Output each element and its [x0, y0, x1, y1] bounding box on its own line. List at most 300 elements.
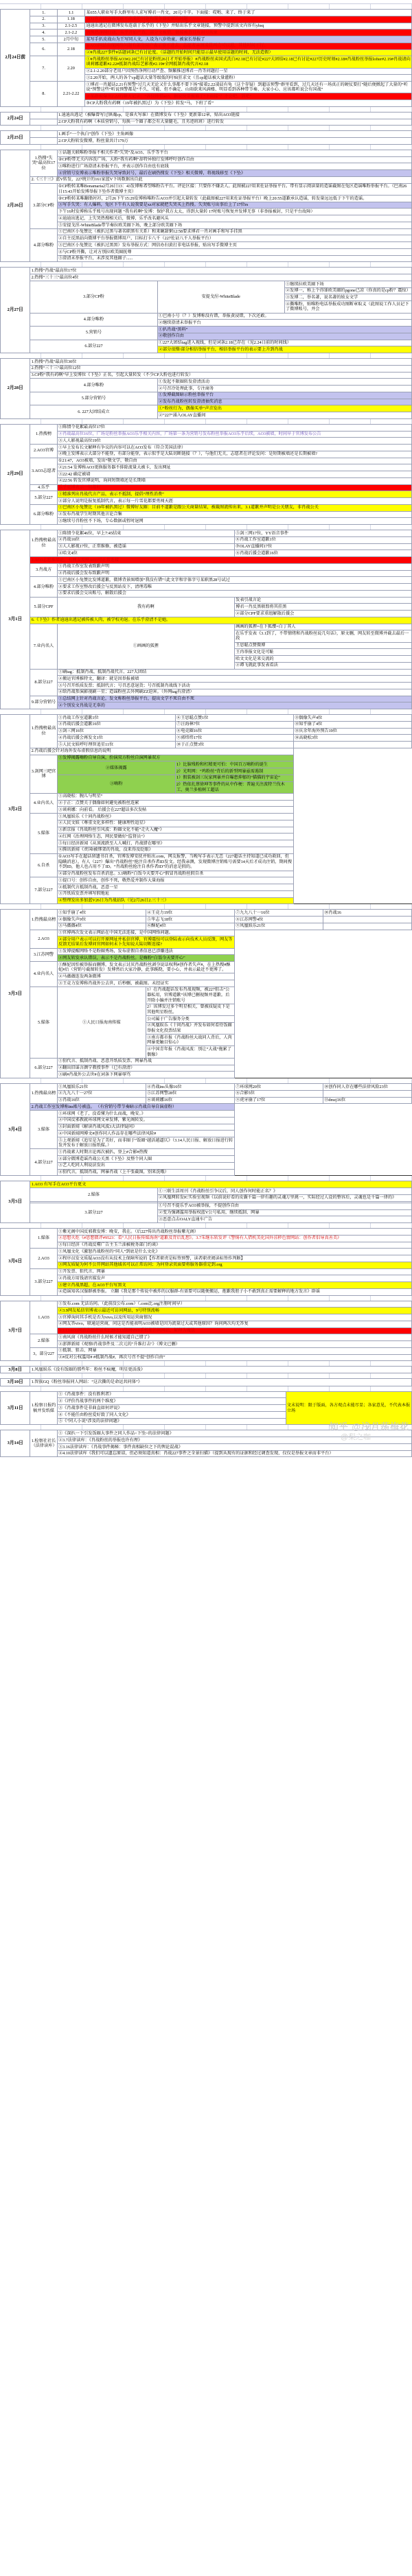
item-text: ②部分很懵/部分相信举报平台，相信举报平台的表示要上升到肖战: [157, 346, 411, 353]
rank-cell: ⑦环球网20位: [234, 1084, 323, 1091]
table-row: [1, 1255, 412, 1262]
table-row: [1, 1275, 412, 1282]
item-text: ④22:56 转发官博说明，询问短期墙还是长期墙: [57, 477, 411, 484]
table-row: [1, 1268, 412, 1275]
date-label: 3月4日: [1, 1084, 30, 1176]
date-label: 3月14日: [1, 1430, 30, 1457]
sheet-gap-row: [0, 709, 412, 714]
table-row: [1, 359, 412, 366]
table-row: [1, 689, 412, 696]
item-text: ①早上发布长文解释有争议的内容可以在AO3发布（符合美国法律）: [57, 445, 411, 451]
item-text: ②部分微博造谣肖战公关黑《下坠》及整个同人圈: [57, 1156, 234, 1163]
row-sublabel: 2.18: [57, 43, 84, 56]
table-row: [1, 1282, 412, 1289]
item-text: ①227大团结tag进入视线，但是词条2.18已存在（见2.24日前的时间线）: [157, 340, 411, 346]
timeline-root: [0, 4, 412, 1457]
row-sublabel: 安提戈涅-WhiteBlade: [157, 281, 284, 313]
row-label: 1.AO3: [30, 1301, 57, 1334]
table-row: [1, 577, 412, 584]
sheet-gap-row: [0, 353, 412, 358]
rank-cell: ⑧电竞圈16位: [175, 728, 293, 735]
row-sublabel: 2.21-2.22: [57, 82, 84, 107]
row-text: 3.CP粉“我有药啊”早上发博位《下坠》正名，引起大量转发（不少CP大粉也进行转发）: [30, 372, 412, 379]
row-label: 3，部分227: [30, 1347, 57, 1361]
table-row: [1, 1090, 412, 1097]
row-label: 4.乐乎: [30, 484, 57, 491]
table-row: [1, 458, 412, 464]
item-text: ④中国新闻网博文#创作同人作品存在哪些法律风险#: [57, 1131, 234, 1137]
table-row: [1, 1188, 412, 1195]
rank-cell: ④肖战后援会再发文1位: [57, 735, 175, 742]
table-row: [1, 1341, 412, 1348]
item-text: ①AO3网站出现网络问题有部分用户表示登不进去。志愿者亲测凌晨两点可以进，其他时间不行。: [85, 43, 412, 49]
rank-cell: ⑤江苏网警28位: [146, 1090, 234, 1097]
item-text: ①南风窗《肖战粉丝什么时候才能知道自己错了》: [57, 1334, 411, 1341]
rank-cell: ①凤凰娱乐21位: [57, 1084, 146, 1091]
item-text: 博君一肖反黑联盟将其挂黑: [234, 604, 411, 611]
rank-cell: ⑧肖战后援会道歉16位: [234, 550, 411, 557]
item-text: ⑤安提戈涅-WhiteBlade带节奏拉欧美圈下场，晚上部分欧美圈下场: [57, 222, 411, 228]
row-label: 1.媒体: [30, 1229, 57, 1249]
table-row: [1, 29, 412, 36]
row-label: 2.媒体: [30, 1188, 157, 1202]
item-text: ②思想火炬《#思想微评#9523：看“人民日报传媒海南”道歉及背后乱想》。3.7朱继东转发评《警惕有人借机美化国外淫秽色情网站：创作者倡导真善美》: [57, 1235, 411, 1242]
table-row: [1, 683, 412, 689]
table-row: [1, 170, 412, 177]
watermark-secondary: @梨之咖: [340, 1433, 371, 1442]
rank-cell: ⑪偶像失声4位: [293, 715, 411, 722]
item-text: 2.CP大粉转发微博，粉丝量共计179万: [57, 138, 411, 145]
table-row: [1, 1097, 412, 1104]
sheet-gap-row: [0, 419, 412, 424]
sheet-gap-row: [0, 904, 412, 909]
table-row: [1, 1149, 412, 1156]
item-text: AO3官方回应网页刷不出来的问题和服务器更新的问题: [85, 16, 412, 23]
row-note: 文末说明：限于版面，各方观点未能尽显；各家意见，不代表本报立场: [286, 1391, 411, 1425]
row-label: 2.AO3: [30, 1249, 57, 1268]
date-block: [0, 909, 412, 1078]
item-text: ①《深扒一下引发饭圈大事件之同人作品<下坠>的法律问题》: [57, 1430, 411, 1437]
item-text: ③网友质疑为何不公开网站其他域名可以正常访问；为何登录页面要将服务器重定到.org: [57, 1262, 411, 1268]
table-row: [1, 676, 412, 683]
table-row: [1, 379, 412, 386]
table-row: [1, 840, 412, 847]
item-text: ③号召开纸质发票；抵制代言；号召恶意退货；号召抵制肖战线下活动: [57, 683, 411, 689]
table-row: [1, 624, 412, 630]
item-text: ②部分肖战粉丝发布自杀消息。3.1嗨粉“白饭今天要开心”假冒肖战粉丝假自杀: [57, 871, 293, 877]
table-row: [1, 82, 412, 93]
table-row: [1, 557, 412, 564]
row-label: 1.热搜榜最高位: [30, 715, 57, 748]
table-row: [1, 827, 412, 834]
item-text: ②CP粉带无关内容洗广场，大粉“我有药啊”却特异独行发博呼吁创作自由: [57, 156, 411, 163]
row-label: 1.检察日报约稿并发纸媒: [30, 1391, 57, 1425]
table-row: [1, 1065, 412, 1072]
row-label: 3.部分CP粉: [30, 183, 57, 228]
item-text: 公司属于广告服务分类: [146, 1016, 234, 1023]
item-text: ①巴南区小兔赞比（19年被扒黑过）微博好友圈：目前不道歉是跟公关商量结果，被截图流传出来，3.1道歉并声明是公关朋友，非肖战公关: [57, 504, 411, 511]
row-label: 2.媒体: [30, 1334, 57, 1348]
item-marker: ③嗨粉: [57, 775, 175, 793]
item-text: ②发博一，称上个得罪欧美圈的pgone已凉（你真的是cp粉？震惊）: [285, 288, 411, 294]
row-text: 1.热搜“肖战”最高位17位: [30, 268, 412, 274]
item-text: ②部分CPF要求重组解散后援会: [234, 611, 411, 617]
table-row: [1, 464, 412, 471]
table-row: [1, 793, 412, 800]
table-row: [1, 948, 412, 955]
item-text: ③恶意点击OALY直通车广告: [157, 1216, 411, 1223]
rank-cell: ⑥王思聪点赞1位: [175, 715, 293, 722]
date-block: [0, 1228, 412, 1296]
table-row: [1, 715, 412, 722]
row-label: 3.: [30, 23, 57, 29]
table-row: [1, 424, 412, 431]
table-row: [1, 800, 412, 807]
table-row: [1, 491, 412, 498]
table-row: [1, 807, 412, 814]
row-sublabel: 2.20: [57, 56, 84, 82]
date-label: 2月26日: [1, 150, 30, 262]
row-label: 6.部分227: [30, 1058, 57, 1078]
date-label: 3月1日: [1, 530, 30, 709]
sheet-gap-row: [0, 107, 412, 112]
sheet-gap-row: [0, 1176, 412, 1181]
table-row: [1, 884, 412, 891]
table-row: [1, 1242, 412, 1249]
item-text: ④营销号发博表示唯粉举报失哭导致封号，最后在刷热搜发《下坠》相关微博，将视线移至《下坠》: [57, 170, 411, 177]
row-label: 4.业内名人: [30, 793, 57, 813]
item-text: ③发博二，举名著，说名著的妓女文学: [284, 294, 411, 301]
row-label: 7.: [30, 56, 57, 82]
item-text: 乐乎更博表示一切都好: [57, 484, 411, 491]
table-row: [1, 235, 412, 242]
rank-cell: ②肖战16位: [57, 536, 234, 543]
row-label: 1.热搜榜最高位: [30, 530, 57, 557]
rank-cell: ①肖战工作室道歉1位: [57, 715, 175, 722]
row-sublabel: 2.1-2.2: [57, 29, 84, 36]
item-text: ②程序员发文质疑AO3没有从技术上保障所说的【作者职责是标签预警，读者职责阅读标签作判断】: [57, 1255, 411, 1262]
table-row: [1, 471, 412, 478]
table-row: [1, 1327, 412, 1334]
row-sublabel: 1.1: [57, 10, 84, 16]
rank-cell: ⑥肖战工作室道歉1位: [234, 536, 411, 543]
table-row: [1, 923, 412, 930]
date-block: [0, 9, 412, 107]
item-text: ②敬创作自由: [157, 333, 411, 340]
table-row: [1, 617, 412, 624]
table-row: [1, 1314, 412, 1321]
row-label: 4.部分唯粉: [30, 379, 157, 392]
table-row: [1, 543, 412, 550]
item-text: ①博君一肖超话2.21有预警“过几天无论又什么事都不要下场”接着2.22凌晨有龟（这个存疑）到超话预警“群里看到，过几天还有一场真正的硬仗要打”随后便掀起了大量的“听说”预警这些”听说预警都是“不久、可能、但不确定、山雨欲来风满楼、明显看到各种带节奏、大家小心、应该都听说会有国战”: [85, 82, 412, 93]
item-text: 1）在肖战超话发布肖战视频，被227狙击”公器私用，官博道歉“该博已删视频并道歉。后开除小编并注销账号: [146, 986, 234, 1004]
item-text: ①刷tag：抵制肖战、抵制肖战代言、227大团结: [57, 669, 411, 676]
table-row: [1, 274, 412, 281]
item-text: ②继续澄清未举报平台: [157, 320, 411, 327]
table-row: [1, 1104, 412, 1111]
item-text: ③王竞力发博称肖战外公去世，后秒删，被截图。未经证实: [57, 980, 234, 987]
item-text: ①扒肖战“黑料”: [157, 327, 411, 333]
item-text: 哈文文化是来交流的: [234, 656, 411, 663]
item-text: 因预热净网行动，乐乎开始严查，部分文被惜、链接被查且有封号现象: [85, 29, 412, 36]
item-text: ②自主反黑站向微博平台举报微博用户，目标打卡八千（227佐证八千人举报平台）: [57, 235, 411, 242]
item-text: ③CP大粉我有药啊（19年被扒黑过）为《下坠》转发“马，下班了看”: [85, 100, 412, 107]
date-label: 2月24日: [1, 112, 30, 126]
item-text: ①发博截图暗示粉丝举报平台: [157, 392, 411, 399]
item-text: ②变为强调滥用举报权蓝V公号私用，继续抵制、网暴: [157, 1209, 411, 1216]
row-label: 8.: [30, 82, 57, 107]
rank-cell: ⑩于正点赞3位: [175, 742, 293, 748]
table-row: [1, 917, 412, 923]
item-text: ②凤凰网转发IC实验室视频《以前说好看的皮囊千篇一律有趣的灵魂万里挑一，实际经过人设的整容后，灵魂也是千篇一律的》: [157, 1194, 411, 1201]
table-row: [1, 563, 412, 570]
item-text: 王冉举报文化是可耻: [234, 649, 411, 656]
rank-cell: ⑥酥妃4位: [146, 923, 234, 930]
row-label: 5.营销号: [30, 327, 157, 340]
item-text: ⑤3.13AO3网站志愿者证实2.29-3.13期间vivo手机能访问网站，解释为魔法: [57, 1327, 411, 1334]
row-label: 8.部分227: [30, 669, 57, 696]
table-row: [1, 1137, 412, 1149]
date-block: [0, 112, 412, 126]
table-row: [1, 1072, 412, 1078]
item-text: ④红网《治理网络生态，网民要做好”监督员“》: [57, 834, 293, 840]
item-text: ③封面新闻《解读肖战风波3大法律疑问》: [57, 1124, 234, 1131]
row-label: 5.媒体: [30, 814, 57, 854]
item-text: ③巴南区小兔赞比（被扒过黑黑）发布举报方式：网信办扫黄打非电话举报，贴出写手微博主页: [57, 242, 411, 249]
item-text: 某655人职业写手大群里有人求写博君一肖文，20元/千字。下面接：哎哟、来了、终于来了: [85, 10, 412, 16]
rank-cell: ⑪dmzj16位: [323, 1097, 411, 1104]
row-label: 3.部分CP粉: [30, 281, 157, 313]
row-label: [30, 138, 57, 145]
table-row: [1, 1084, 412, 1091]
table-row: [1, 248, 412, 255]
item-text: ①肖战工作室发表致歉声明: [57, 563, 411, 570]
table-row: [1, 1367, 412, 1373]
table-row: [1, 156, 412, 163]
item-text: ②肖战后援会发布致歉声明: [57, 570, 411, 577]
item-text: ②号召冷处理此事，专注商务: [157, 386, 411, 392]
row-label: 4.: [30, 29, 57, 36]
sheet-gap-row: [0, 145, 412, 150]
row-label: 9.部分营销号: [30, 696, 57, 709]
table-row: [1, 930, 412, 936]
row-text: 2.AO3志愿推墙论。有网友反映AO3可正常连接: [30, 557, 412, 564]
row-sublabel: 2月中旬: [57, 36, 84, 43]
item-text: 迪迪出逃记在微博发布连载于乐乎的《下坠》并贴出乐乎文章链接，预警中提到该文内容有yhsq: [85, 23, 412, 29]
item-text: ④给肖战参演影视刷一星；造谣粉丝去外网刷ZZ迫害。（外网tag有澄清）: [57, 689, 411, 696]
table-row: [1, 43, 412, 49]
item-text: ②翻出旧谣言颜宁教授事件（已有澄清）: [57, 1065, 234, 1072]
item-text: ①巴南区小兔赞比发博道歉，微博背景图增加“我没有错“（此文字和字体字号某职黑28号试过: [57, 577, 411, 584]
row-label: 6.部分227: [30, 340, 157, 353]
item-text: ③《肖战事件是非曲直如何评说》: [57, 1405, 286, 1412]
table-row: [1, 365, 412, 372]
row-label: 4.部分唯粉: [30, 313, 157, 327]
item-text: ③每日经济《肖战反噬广告主玉兰油被税务部门约谈》: [57, 1242, 411, 1249]
table-row: [1, 1058, 412, 1065]
date-label: 3月2日: [1, 715, 30, 904]
table-row: [1, 23, 412, 29]
table-row: [1, 10, 412, 16]
table-row: [1, 814, 412, 820]
table-row: [1, 138, 412, 145]
item-text: 2）热依扎蔡徐坤等事件的从中作梗：普遍关注波特兰伐木工、奥兰多植树工超话: [175, 781, 293, 793]
date-block: [0, 1083, 412, 1176]
rank-cell: ⑫知乎崩了4位: [293, 721, 411, 728]
rank-cell: ⑨凤凰娱乐21位: [234, 923, 323, 930]
table-row: [1, 1334, 412, 1341]
table-row: [1, 451, 412, 458]
table-row: [1, 980, 412, 987]
item-text: ②某群被爆出2.22的聊天记录：“各位珍惜ao3，据说快要被墙了”下面接“？不会吧、到吧”: [85, 93, 412, 100]
row-text: 2.《三十三》蓝V转发，227统计的161家蓝V下场数据出自此: [30, 176, 412, 183]
table-row: [1, 1347, 412, 1354]
table-row: [1, 1111, 412, 1118]
table-row: [1, 327, 412, 333]
table-row: [1, 755, 412, 761]
table-row: [1, 431, 412, 438]
date-block: [0, 424, 412, 525]
sheet-gap-row: [0, 1296, 412, 1301]
rank-cell: ⑧江苏网警4位: [234, 917, 323, 923]
table-row: [1, 1169, 412, 1176]
item-text: ②21:54 发博称AO3更换服务器不排除流量大被卡，发出网址: [57, 464, 411, 471]
item-text: ④中国青年报《肖战风波：别让“大战”拖累了偶像》: [146, 1046, 234, 1058]
item-text: ②人民文娱《尊重文化多样性：健康理性追星》: [57, 820, 293, 827]
table-row: [1, 584, 412, 591]
rank-cell: [323, 923, 411, 930]
date-block: [0, 1301, 412, 1362]
date-label: 3月6日: [1, 1229, 30, 1296]
row-label: 4.业内名人: [30, 962, 57, 987]
date-label: 3月11日: [1, 1391, 30, 1425]
rank-cell: ③剑三网16位: [57, 728, 175, 735]
row-label: 3.部分227: [30, 1203, 157, 1222]
rank-cell: ⑦OLAY直播间17位: [234, 543, 411, 550]
table-row: [1, 570, 412, 577]
item-text: ③要求后援会交出账号，解散后援会: [57, 590, 411, 597]
row-label: 3.媒体: [30, 1111, 57, 1149]
rank-cell: ⑤毕志飞18位: [146, 917, 234, 923]
item-text: 2.CP大粉我有药啊（本质营销号，每换一个圈子都会有大量腿毛，且劣迹班班）进行转发: [57, 119, 411, 126]
item-text: ⑤《”同人小说“涉及的法律问题》: [57, 1418, 286, 1425]
table-row: [1, 669, 412, 676]
item-text: 某写手扒皮战山为王写同人文，人设为八岁幼童，被家长举报了: [85, 36, 412, 43]
date-block: [0, 1366, 412, 1373]
row-sublabel: 我有药啊: [57, 597, 234, 617]
date-block: [0, 358, 412, 419]
table-row: [1, 1443, 412, 1450]
table-row: [1, 131, 412, 138]
item-text: ③官博询问其手机是否为vivo,以及所用运营商情况: [57, 1314, 411, 1321]
table-row: [1, 1391, 412, 1398]
item-text: ①发起不限圈转发澄清活动: [157, 379, 411, 386]
table-row: [1, 242, 412, 249]
row-sublabel: 2.1-2.5: [57, 23, 84, 29]
row-label: 6.部分唯粉: [30, 504, 57, 524]
table-row: [1, 1321, 412, 1327]
item-text: ①凤凰娱乐《十问肖战粉丝》: [57, 814, 293, 820]
item-text: ②《评价肖战事件的两个维度》: [57, 1398, 286, 1405]
rank-cell: ①陈情令花絮46位，早上7:45结束: [57, 530, 234, 537]
rank-cell: ⑩创作同人存在哪些法律风险23位: [323, 1084, 411, 1091]
item-text: ②CP粉转某唯翻脂衬衫，2月26下午15:29发博称唯粉告AO3并引起大量转发（此截图被227用来佐证举报平台）晚上20:55道歉承认造谣，转发量远远低于下午的造谣。: [57, 195, 411, 202]
item-text: ①紫光阁中国反邪教发博：晚安，我在。（后227传出肖战粉丝举报紫光阁）: [57, 1229, 411, 1236]
item-text: ②肖战最高位16位，广场是粉丝举报AO3乐乎相关内容，广场第一条为营销号发布粉丝举报AO3乐乎后续，AO3被墙，时间早于官博发布公告: [57, 431, 411, 438]
rank-cell: ②肖战后援会道歉16位: [57, 721, 175, 728]
item-text: ③建立肖战黑超，在AO3平台写黑文: [57, 1282, 411, 1289]
rank-cell: ②偶像失声9位: [57, 917, 146, 923]
row-label: 5.部分227: [30, 491, 57, 505]
item-text: ③继续号召粉丝不下场，专心数据或暂时退网: [57, 518, 411, 525]
table-row: [1, 702, 412, 709]
table-row: [1, 340, 412, 346]
table-row: [1, 176, 412, 183]
item-text: ②搬运官博推特文，翻译：就是因举报被墙: [57, 676, 411, 683]
table-row: [1, 847, 412, 853]
table-row: [1, 228, 412, 235]
item-text: ②肖战方用钱请官媒发声: [57, 1275, 411, 1282]
date-label: 3月5日: [1, 1181, 30, 1223]
table-row: [1, 871, 412, 877]
item-text: ②凤凰娱乐《十问肖战》并发布如何看待饭圈举报文化投票结果: [146, 1022, 234, 1034]
rank-cell: ④哈文4位: [57, 550, 234, 557]
item-text: ②个别发文肖战是无辜的: [57, 702, 411, 709]
item-text: ⑥腾讯新闻《责国‖被绑架的肖战，没来得及眨眼》: [57, 847, 293, 853]
date-block: [0, 530, 412, 709]
table-row: [1, 1229, 412, 1236]
item-text: 王思聪点赞微博: [234, 642, 411, 649]
item-text: ②3.7法律读库：《肖战粉丝的举报也许有理》: [57, 1437, 411, 1444]
table-row: [1, 748, 412, 755]
rank-cell: ⑥谈莉娜16位: [146, 1097, 234, 1104]
table-row: [1, 405, 412, 412]
item-text: ①高晓松：腕儿与明星“: [57, 793, 293, 800]
rank-cell: ③马薇薇4位: [57, 923, 146, 930]
table-row: [1, 955, 412, 962]
rank-cell: ④肖战ins头像16位: [146, 1084, 234, 1091]
row-label: 3.江苏网警: [30, 948, 57, 962]
row-label: 3.肖战方: [30, 563, 57, 577]
rank-cell: ⑦九九八十一16位: [234, 910, 323, 917]
item-text: 1.迪迪出逃记（被曝曾写过镇魂cp，是谁火写谁）在微博发布《下坠》更新第12章，贴出AO3链接: [57, 112, 411, 119]
table-row: [1, 890, 412, 897]
row-label: 1.检察社社长（法律读库）: [30, 1430, 57, 1457]
rank-cell: ⑭高晓松3位: [293, 735, 411, 742]
table-row: [1, 986, 412, 1004]
item-text: ①“粉丝行为，偶像买单“声音发出: [157, 405, 411, 412]
date-label: 3月3日: [1, 910, 30, 1078]
row-text: 2.热搜“三十三”最高位4位: [30, 274, 412, 281]
rank-cell: ③肖战16位: [57, 1097, 146, 1104]
item-text: ①巴南区小兔赞比（被扒过黑与著名职黑有关系）和来碗甜粥12:58要求博君一肖对画手和写手挂黑: [57, 228, 411, 235]
item-text: ④整理发出多加蓝V26日为肖战站队（见2月26日2.三十三）: [57, 897, 293, 904]
row-label: 2.: [30, 16, 57, 23]
date-label: 2月29日: [1, 424, 30, 524]
table-row: [1, 222, 412, 228]
row-text: 6.《下坠》作者迪迪出逃记被传被人肉，被学校劝退。在乐乎澄清不是她。: [30, 617, 412, 624]
row-label: [30, 131, 57, 138]
date-block: [0, 267, 412, 353]
date-block: [0, 150, 412, 263]
table-row: [1, 834, 412, 840]
table-row: [1, 897, 412, 904]
rank-cell: ⑤人民文娱呼吁理智追星11位: [57, 742, 175, 748]
row-label: 6. 227大团结成立: [30, 405, 157, 419]
item-text: ①精准列出肖战代言产品，表示不抵制，提倡“理性消费”: [57, 491, 411, 498]
sheet-gap-row: [0, 126, 412, 130]
table-row: [1, 696, 412, 702]
